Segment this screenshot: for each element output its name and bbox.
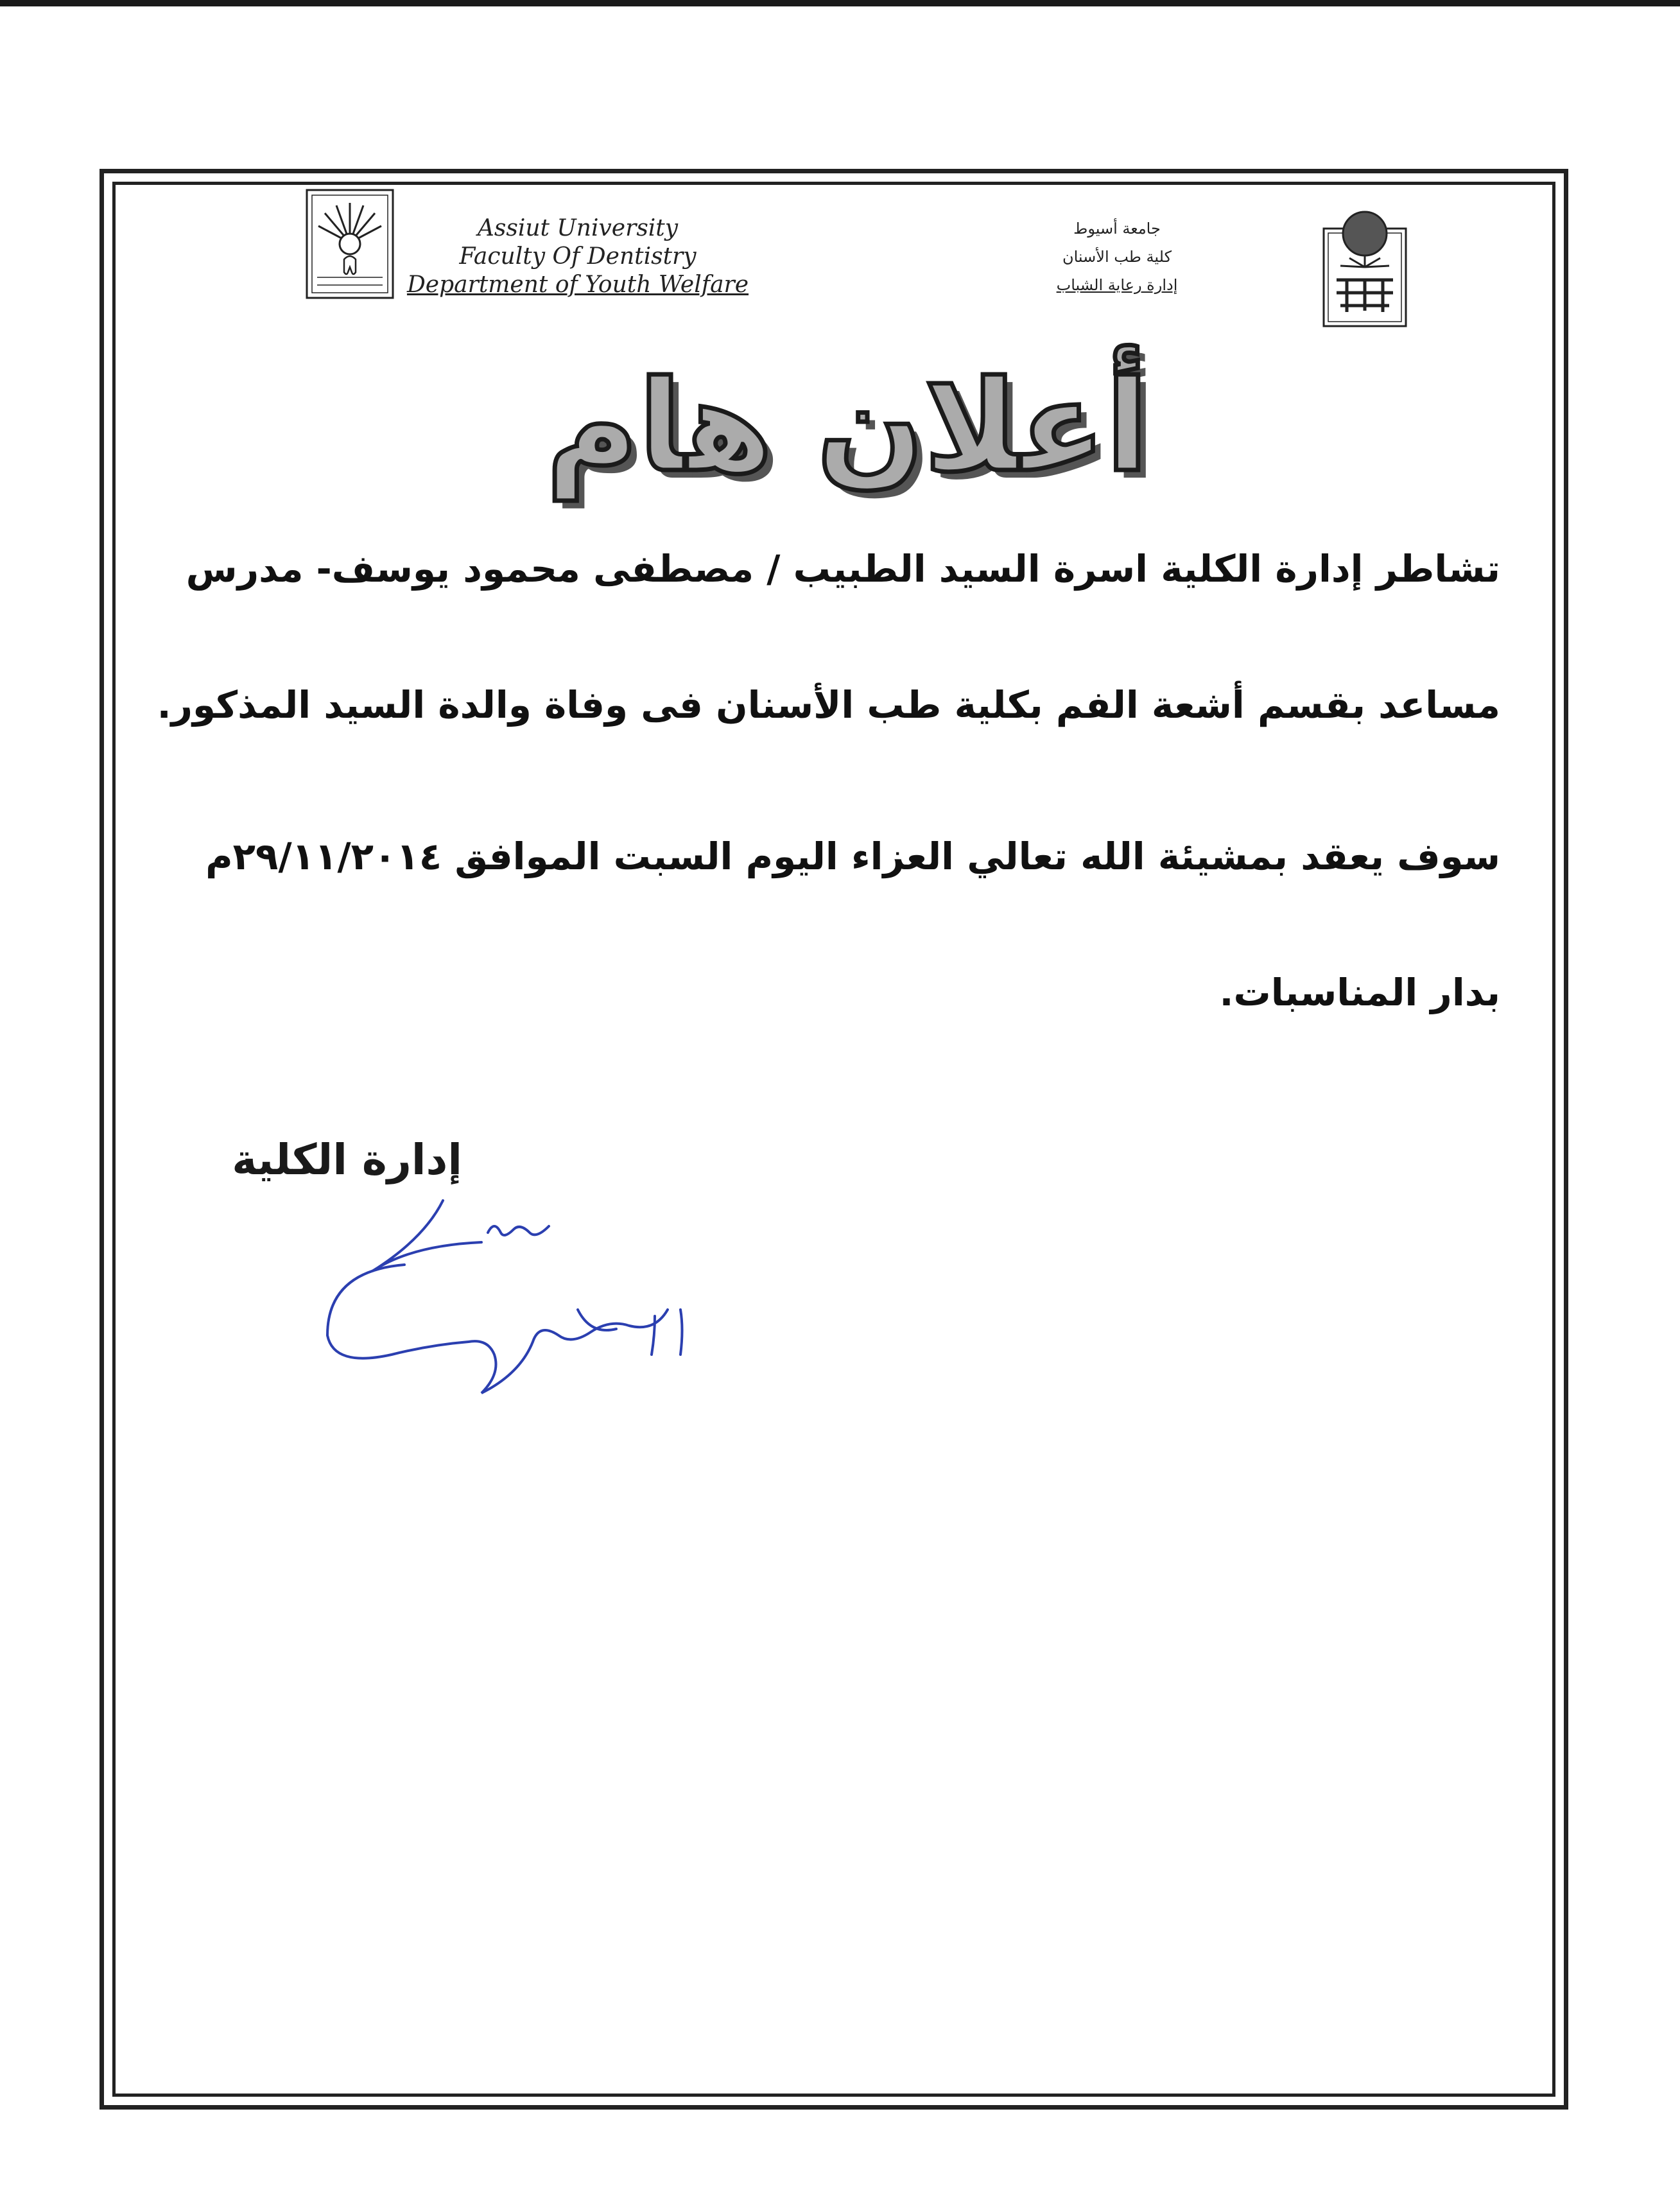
faculty-of-dentistry-logo <box>304 187 395 300</box>
body-line-2: مساعد بقسم أشعة الفم بكلية طب الأسنان فى وفاة والدة السيد المذكور. <box>157 683 1500 727</box>
english-department-name: Department of Youth Welfare <box>406 272 749 298</box>
assiut-university-logo <box>1321 203 1408 329</box>
english-faculty-name: Faculty Of Dentistry <box>459 243 697 270</box>
english-letterhead <box>398 214 758 299</box>
announcement-title: أعلان هام <box>546 354 1149 500</box>
arabic-faculty-name: كلية طب الأسنان <box>1062 248 1172 266</box>
body-line-3: سوف يعقد بمشيئة الله تعالي العزاء اليوم السبت الموافق ٢٩/١١/٢٠١٤م <box>205 835 1500 878</box>
arabic-department-name: إدارة رعاية الشباب <box>1056 276 1178 294</box>
scan-top-edge <box>0 0 1680 6</box>
arabic-letterhead <box>1001 214 1233 299</box>
arabic-university-name: جامعة أسيوط <box>1073 220 1161 238</box>
body-line-1: تشاطر إدارة الكلية اسرة السيد الطبيب / مصطفى محمود يوسف- مدرس <box>186 547 1500 591</box>
handwritten-signature <box>321 1194 732 1432</box>
closing-signoff: إدارة الكلية <box>232 1135 462 1184</box>
body-line-4: بدار المناسبات. <box>1219 971 1500 1014</box>
english-university-name: Assiut University <box>477 215 679 241</box>
